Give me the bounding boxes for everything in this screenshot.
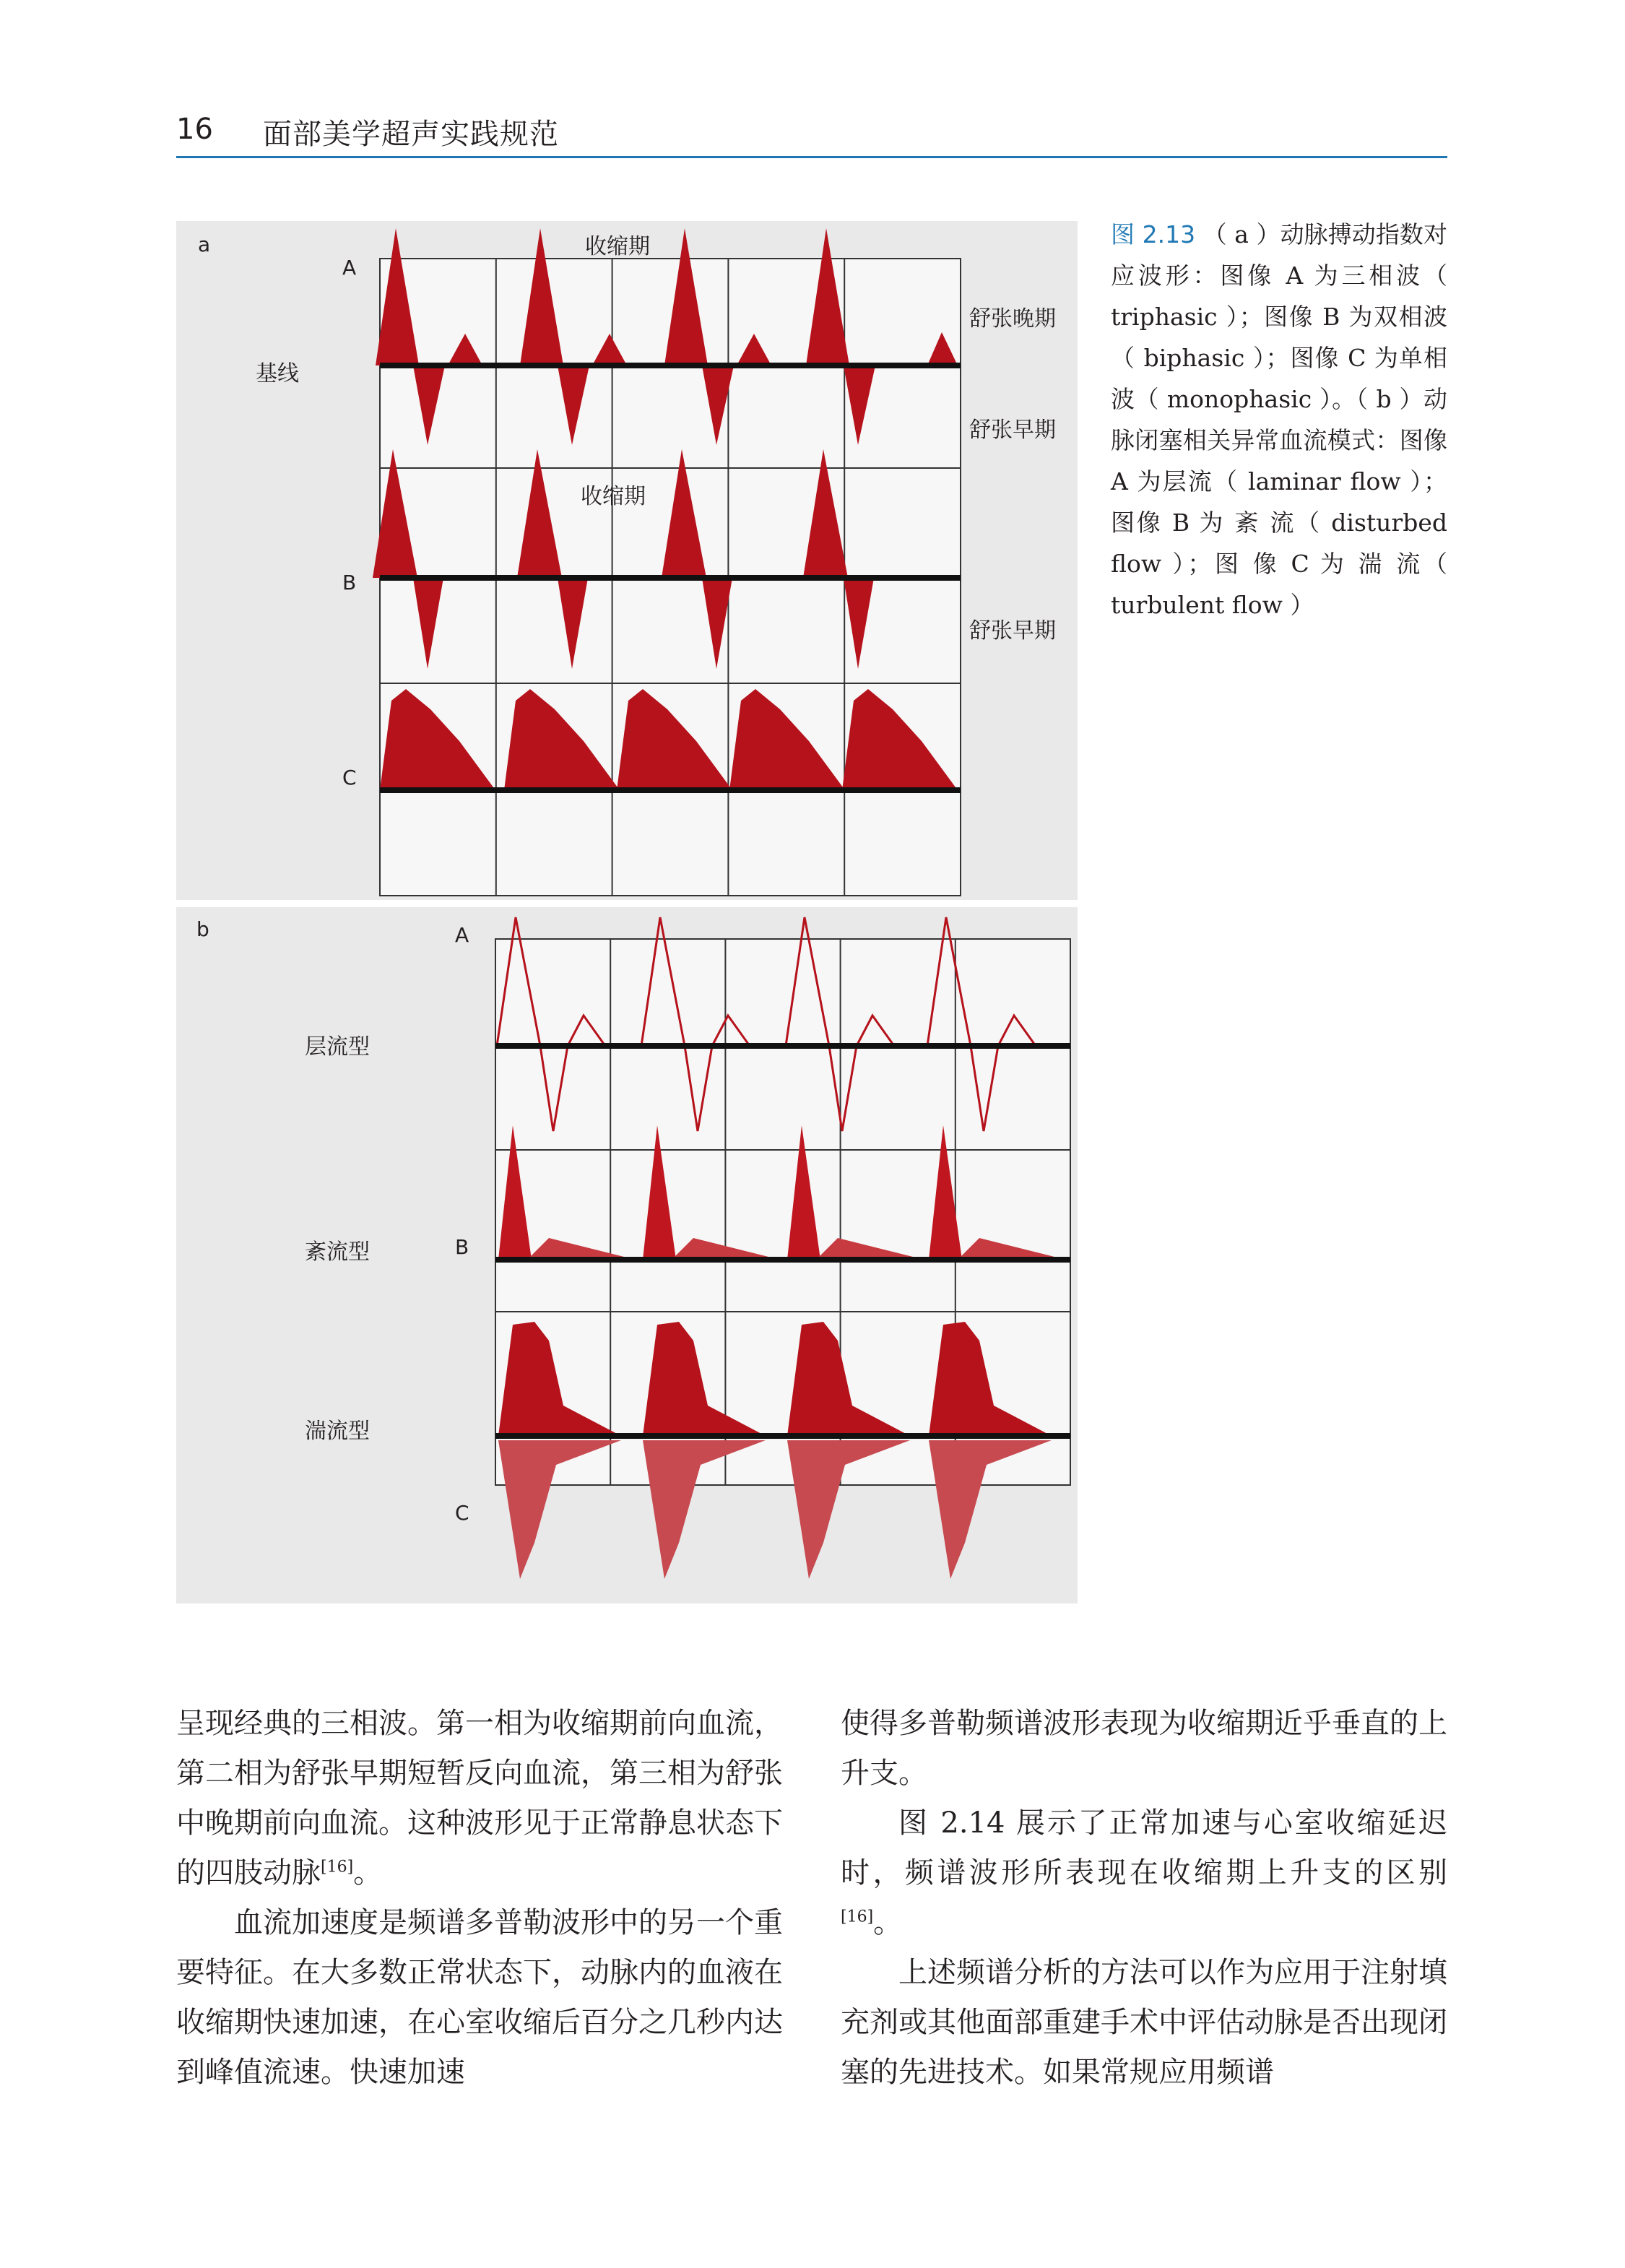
citation: [16] [321, 1858, 354, 1877]
paragraph: 上述频谱分析的方法可以作为应用于注射填充剂或其他面部重建手术中评估动脉是否出现闭塞的先进技术。如果常规应用频谱 [841, 1956, 1447, 2089]
page-header [176, 108, 1447, 159]
laminar-flow-label: 层流型 [305, 1034, 370, 1060]
caption-text: （ a ）动脉搏动指数对应波形：图像 A 为三相波（ triphasic ）；图像 B 为双相波（ biphasic ）；图像 C 为单相波（ monophasic ）。（ b ）动脉闭塞相关异常血流模式：图像 A 为层流（ laminar flow ）；图像 B 为 紊 流（ disturbed flow ）；图 像 C 为 湍 流（ turbulent flow ） [1111, 220, 1447, 619]
citation: [16] [841, 1908, 874, 1926]
body-column-left [176, 1699, 783, 2098]
late-diastole-label: 舒张晚期 [969, 306, 1056, 332]
paragraph: 呈现经典的三相波。第一相为收缩期前向血流，第二相为舒张早期短暂反向血流，第三相为舒张中晚期前向血流。这种波形见于正常静息状态下的四肢动脉[16]。 [176, 1707, 783, 1890]
header-rule [176, 156, 1447, 158]
row-label-a: A [342, 256, 357, 280]
row-label-b-b: B [455, 1235, 469, 1259]
early-diastole-label-b: 舒张早期 [969, 618, 1056, 644]
panel-a-label: a [198, 233, 211, 256]
figure-caption [1111, 214, 1447, 626]
panel-b-label: b [196, 917, 209, 941]
row-label-b: B [342, 571, 357, 594]
figure-panel-a [176, 221, 1078, 900]
disturbed-flow-label: 紊流型 [305, 1239, 370, 1265]
body-column-right [841, 1699, 1447, 2098]
row-label-b-a: A [455, 923, 469, 947]
figure-panel-b [176, 907, 1078, 1603]
running-title: 面部美学超声实践规范 [263, 118, 559, 151]
early-diastole-label-a: 舒张早期 [969, 417, 1056, 443]
baseline-label: 基线 [256, 361, 299, 386]
systole-label-b: 收缩期 [581, 484, 646, 509]
paragraph: 使得多普勒频谱波形表现为收缩期近乎垂直的上升支。 [841, 1707, 1447, 1790]
page-number: 16 [176, 113, 213, 146]
paragraph: 血流加速度是频谱多普勒波形中的另一个重要特征。在大多数正常状态下，动脉内的血液在收缩期快速加速，在心室收缩后百分之几秒内达到峰值流速。快速加速 [176, 1906, 783, 2089]
panel-a-waveforms [176, 221, 1078, 900]
figure-number: 图 2.13 [1111, 220, 1196, 248]
paragraph: 图 2.14 展示了正常加速与心室收缩延迟时，频谱波形所表现在收缩期上升支的区别[16]。 [841, 1806, 1447, 1939]
row-label-c: C [342, 766, 357, 789]
turbulent-flow-label: 湍流型 [305, 1419, 370, 1444]
row-label-b-c: C [455, 1501, 469, 1525]
systole-label-a: 收缩期 [585, 234, 650, 259]
